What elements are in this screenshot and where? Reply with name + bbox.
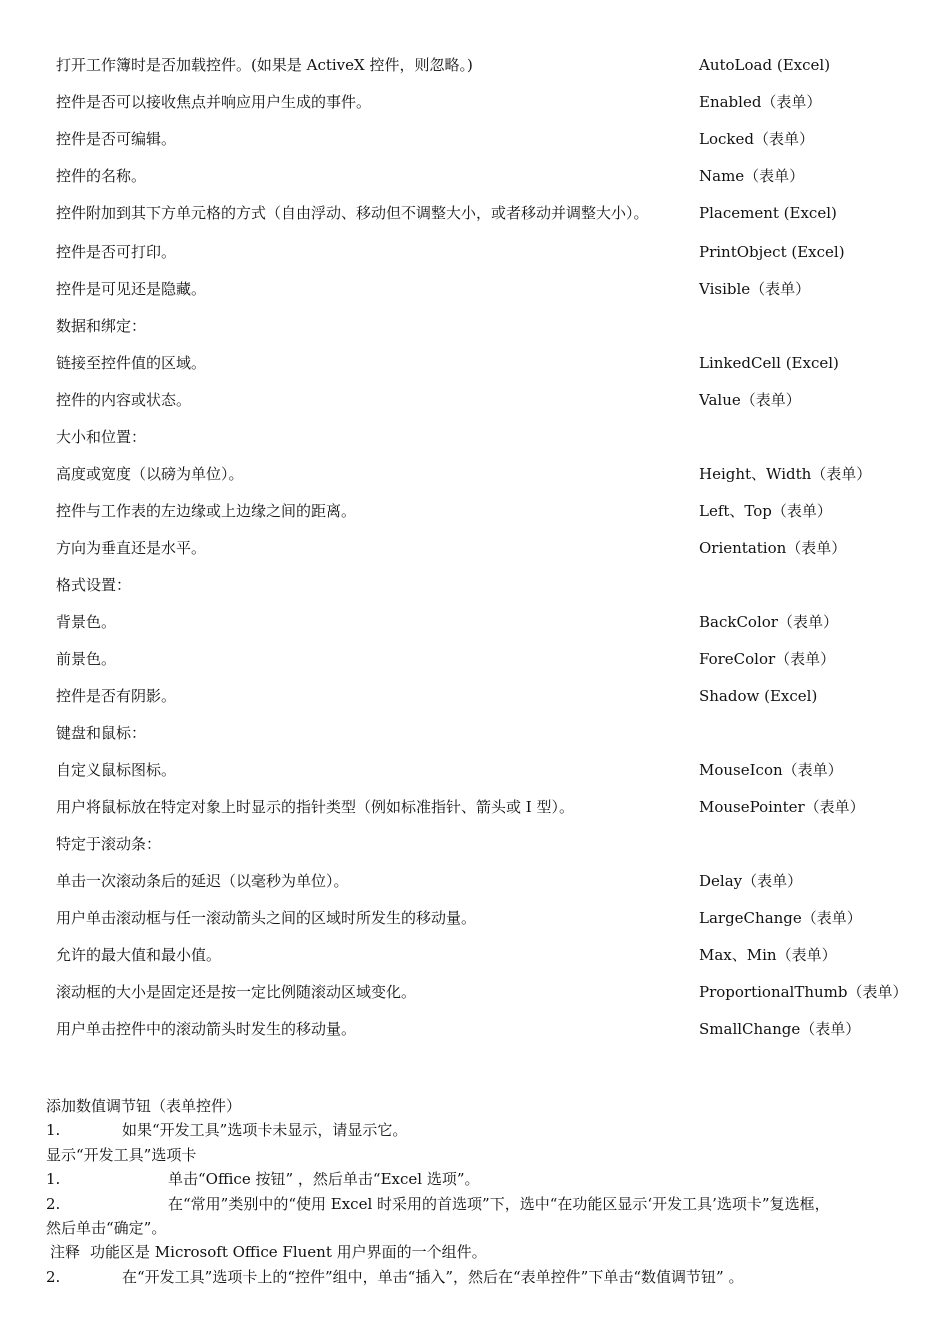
property-name: Max、Min（表单） [699, 946, 837, 964]
property-description: 允许的最大值和最小值。 [56, 946, 222, 964]
property-description: 高度或宽度（以磅为单位）。 [56, 465, 244, 483]
property-row [56, 47, 916, 84]
property-row [56, 493, 916, 530]
property-description: 特定于滚动条： [56, 835, 162, 853]
property-description: 数据和绑定： [56, 317, 147, 335]
property-name [699, 427, 916, 447]
property-name: Placement (Excel) [699, 204, 837, 222]
property-description: 控件是可见还是隐藏。 [56, 280, 207, 298]
property-description: 用户单击滚动框与任一滚动箭头之间的区域时所发生的移动量。 [56, 909, 477, 927]
sub-title: 显示“开发工具”选项卡 [46, 1145, 197, 1164]
step-text: 单击“Office 按钮” ，然后单击“Excel 选项”。 [168, 1170, 480, 1189]
property-row [56, 789, 916, 826]
note [46, 1240, 906, 1264]
property-name: LargeChange（表单） [699, 909, 862, 927]
property-row [56, 419, 916, 456]
property-description: 控件是否可编辑。 [56, 130, 177, 148]
property-table [56, 47, 916, 1048]
property-name: Value（表单） [699, 391, 801, 409]
note-label: 注释 [50, 1243, 81, 1262]
property-name: Name（表单） [699, 167, 805, 185]
property-row [56, 1011, 916, 1048]
property-description: 自定义鼠标图标。 [56, 761, 177, 779]
property-name [699, 575, 916, 595]
property-name [699, 834, 916, 854]
property-name: MouseIcon（表单） [699, 761, 843, 779]
sub-step-1 [46, 1167, 906, 1191]
step-2 [46, 1265, 906, 1289]
property-description: 控件附加到其下方单元格的方式（自由浮动、移动但不调整大小，或者移动并调整大小）。 [56, 204, 649, 222]
step-number: 1. [46, 1170, 61, 1189]
property-description: 打开工作簿时是否加载控件。(如果是 ActiveX 控件，则忽略。) [56, 56, 473, 74]
spin-button-section [46, 1094, 906, 1289]
property-description: 键盘和鼠标： [56, 724, 147, 742]
property-description: 格式设置： [56, 576, 132, 594]
property-description: 控件的名称。 [56, 167, 147, 185]
property-name: LinkedCell (Excel) [699, 354, 839, 372]
property-row [56, 900, 916, 937]
property-name: Visible（表单） [699, 280, 811, 298]
property-row [56, 530, 916, 567]
property-name: BackColor（表单） [699, 613, 838, 631]
property-row [56, 863, 916, 900]
step-1 [46, 1118, 906, 1142]
property-row [56, 604, 916, 641]
property-name [699, 723, 916, 743]
property-description: 大小和位置： [56, 428, 147, 446]
step-text: 在“常用”类别中的“使用 Excel 时采用的首选项”下，选中“在功能区显示‘开发工具’选项卡”复选框， [168, 1194, 830, 1213]
property-description: 背景色。 [56, 613, 117, 631]
property-name: ProportionalThumb（表单） [699, 983, 908, 1001]
sub-step-2-continued: 然后单击“确定”。 [46, 1219, 167, 1238]
property-name: SmallChange（表单） [699, 1020, 861, 1038]
property-description: 控件是否可打印。 [56, 243, 177, 261]
property-row [56, 715, 916, 752]
property-name [699, 316, 916, 336]
property-description: 方向为垂直还是水平。 [56, 539, 207, 557]
property-name: PrintObject (Excel) [699, 243, 845, 261]
property-description: 控件的内容或状态。 [56, 391, 192, 409]
property-row [56, 382, 916, 419]
property-row [56, 195, 916, 234]
property-row [56, 937, 916, 974]
property-name: Height、Width（表单） [699, 465, 872, 483]
property-description: 链接至控件值的区域。 [56, 354, 207, 372]
section-title: 添加数值调节钮（表单控件） [46, 1097, 242, 1115]
sub-step-2 [46, 1192, 906, 1216]
property-description: 控件与工作表的左边缘或上边缘之间的距离。 [56, 502, 357, 520]
property-name: Left、Top（表单） [699, 502, 832, 520]
property-row [56, 974, 916, 1011]
property-description: 用户单击控件中的滚动箭头时发生的移动量。 [56, 1020, 357, 1038]
property-description: 用户将鼠标放在特定对象上时显示的指针类型（例如标准指针、箭头或 I 型）。 [56, 798, 574, 816]
property-name: Shadow (Excel) [699, 687, 818, 705]
property-row [56, 752, 916, 789]
property-row [56, 158, 916, 195]
property-name: Enabled（表单） [699, 93, 822, 111]
step-number: 2. [46, 1267, 61, 1286]
property-name: ForeColor（表单） [699, 650, 836, 668]
property-row [56, 456, 916, 493]
property-description: 单击一次滚动条后的延迟（以毫秒为单位）。 [56, 872, 349, 890]
step-number: 1. [46, 1121, 61, 1140]
property-row [56, 121, 916, 158]
property-description: 控件是否可以接收焦点并响应用户生成的事件。 [56, 93, 372, 111]
note-text: 功能区是 Microsoft Office Fluent 用户界面的一个组件。 [90, 1243, 487, 1262]
property-row [56, 308, 916, 345]
property-description: 前景色。 [56, 650, 117, 668]
property-name: MousePointer（表单） [699, 798, 865, 816]
property-row [56, 345, 916, 382]
property-name: Orientation（表单） [699, 539, 847, 557]
property-name: Locked（表单） [699, 130, 814, 148]
property-row [56, 678, 916, 715]
property-name: Delay（表单） [699, 872, 803, 890]
property-name: AutoLoad (Excel) [699, 56, 831, 74]
property-row [56, 567, 916, 604]
step-number: 2. [46, 1194, 61, 1213]
property-row [56, 234, 916, 271]
property-row [56, 271, 916, 308]
property-row [56, 641, 916, 678]
step-text: 如果“开发工具”选项卡未显示，请显示它。 [122, 1121, 408, 1140]
property-description: 滚动框的大小是固定还是按一定比例随滚动区域变化。 [56, 983, 417, 1001]
property-row [56, 84, 916, 121]
property-description: 控件是否有阴影。 [56, 687, 177, 705]
step-text: 在“开发工具”选项卡上的“控件”组中，单击“插入”，然后在“表单控件”下单击“数值调节钮” 。 [122, 1267, 744, 1286]
property-row [56, 826, 916, 863]
